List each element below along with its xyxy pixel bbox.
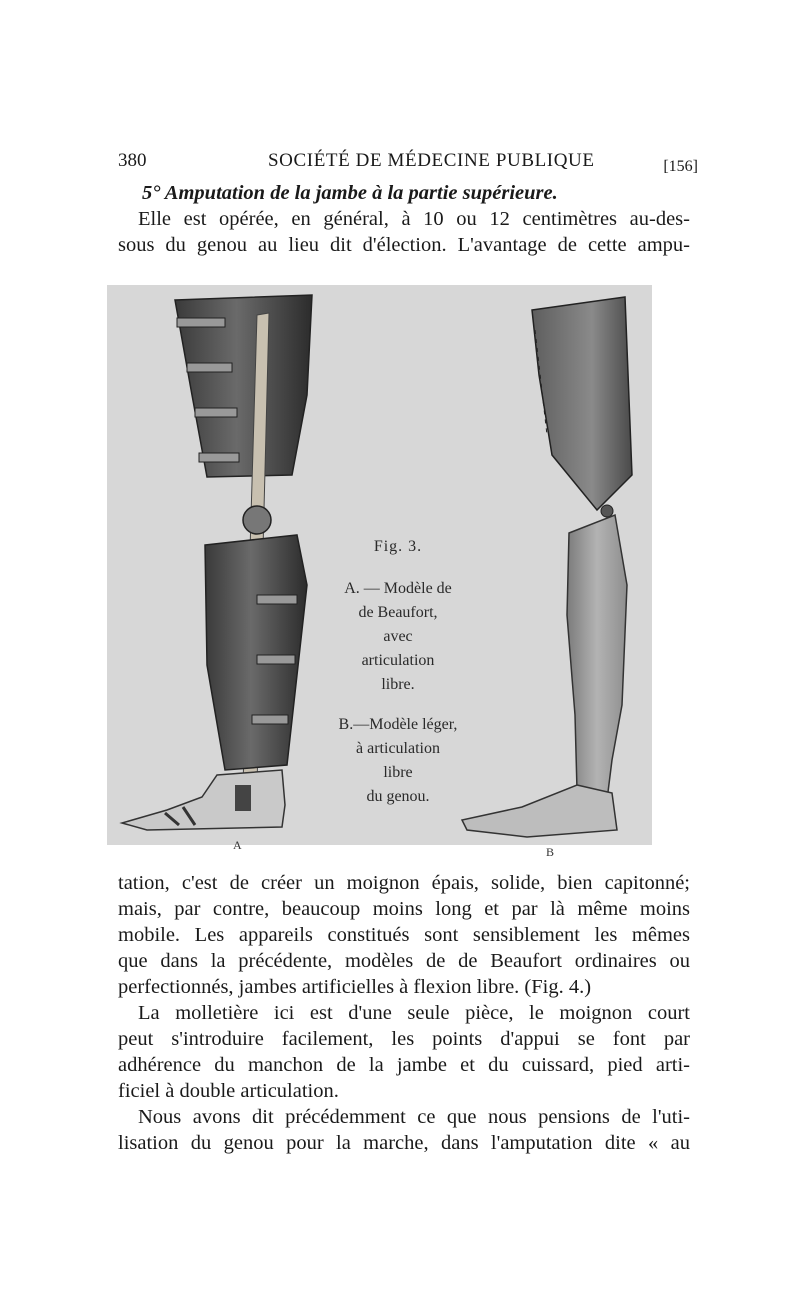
bottom-paragraph bbox=[118, 870, 690, 1156]
caption-b-line: du genou. bbox=[366, 788, 430, 805]
caption-b-line: à articulation bbox=[356, 740, 440, 757]
figure-label-b: B bbox=[546, 845, 555, 859]
caption-b-line: libre bbox=[383, 764, 413, 781]
figure-prosthesis-plate bbox=[107, 285, 652, 845]
bracket-page-number: [156] bbox=[663, 158, 698, 175]
section-heading: 5° Amputation de la jambe à la partie supérieure. bbox=[142, 182, 558, 204]
running-title: SOCIÉTÉ DE MÉDECINE PUBLIQUE bbox=[268, 150, 595, 171]
figure-title: Fig. 3. bbox=[373, 538, 423, 555]
text-line: perfectionnés, jambes artificielles à flexion libre. (Fig. 4.) bbox=[118, 976, 592, 998]
page-header bbox=[118, 150, 698, 180]
caption-a-line: libre. bbox=[381, 676, 415, 693]
caption-b-line: B.—Modèle léger, bbox=[338, 716, 458, 733]
text-line: Nous avons dit précédemment ce que nous pensions de l'uti- bbox=[138, 1106, 690, 1128]
text-line: La molletière ici est d'une seule pièce, le moignon court bbox=[138, 1002, 690, 1024]
text-line: mais, par contre, beaucoup moins long et par là même moins bbox=[118, 898, 690, 920]
caption-a-line: A. — Modèle de bbox=[344, 580, 452, 597]
text-line: adhérence du manchon de la jambe et du cuissard, pied arti- bbox=[118, 1054, 690, 1076]
text-line: ficiel à double articulation. bbox=[118, 1080, 339, 1102]
top-paragraph bbox=[118, 180, 690, 258]
caption-a-line: articulation bbox=[361, 652, 435, 669]
text-line: Elle est opérée, en général, à 10 ou 12 centimètres au-des- bbox=[138, 208, 690, 230]
text-line: mobile. Les appareils constitués sont sensiblement les mêmes bbox=[118, 924, 690, 946]
model-b-prosthesis bbox=[462, 297, 632, 837]
text-line: tation, c'est de créer un moignon épais, solide, bien capitonné; bbox=[118, 872, 690, 894]
text-line: lisation du genou pour la marche, dans l'amputation dite « au bbox=[118, 1132, 690, 1154]
page-number: 380 bbox=[118, 150, 147, 171]
caption-a-line: avec bbox=[383, 628, 413, 645]
caption-a-line: de Beaufort, bbox=[358, 604, 438, 621]
text-line: que dans la précédente, modèles de de Beaufort ordinaires ou bbox=[118, 950, 690, 972]
model-a-prosthesis bbox=[122, 295, 312, 830]
text-line: peut s'introduire facilement, les points d'appui se font par bbox=[118, 1028, 690, 1050]
figure-label-a: A bbox=[233, 838, 242, 852]
text-line: sous du genou au lieu dit d'élection. L'avantage de cette ampu- bbox=[118, 234, 690, 256]
figure-caption bbox=[323, 535, 473, 809]
